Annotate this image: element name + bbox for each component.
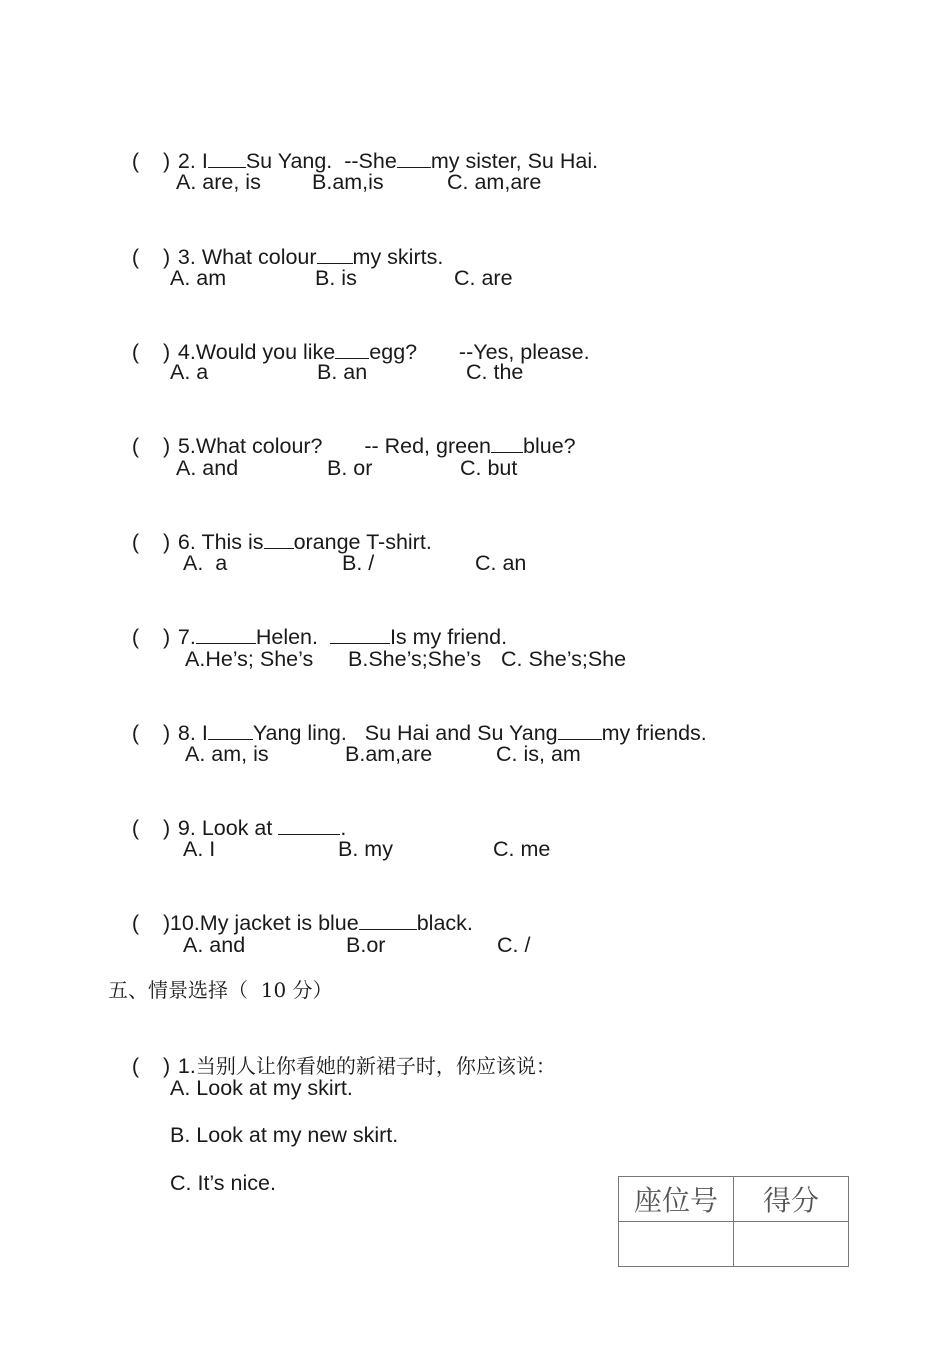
question-number: 7. <box>177 625 196 649</box>
question-number: 10. <box>169 911 200 935</box>
option-b[interactable]: B.or <box>346 933 386 957</box>
question-text: Yang ling. Su Hai and Su Yang <box>252 721 558 745</box>
question-text: What colour <box>201 245 317 269</box>
section-5-title: 五、情景选择（ 10 分） <box>108 978 333 1002</box>
options-2 <box>0 169 900 195</box>
option-c[interactable]: C. an <box>475 551 527 575</box>
score-cell[interactable] <box>734 1222 849 1267</box>
answer-paren[interactable]: ( ) <box>131 1054 171 1078</box>
question-text: egg? --Yes, please. <box>369 340 590 364</box>
option-b[interactable]: B. Look at my new skirt. <box>170 1123 399 1147</box>
question-text: What colour? -- Red, green <box>195 434 491 458</box>
answer-paren[interactable]: ( ) <box>131 245 171 269</box>
answer-paren[interactable]: ( ) <box>131 721 171 745</box>
question-number: 4. <box>177 340 196 364</box>
option-b[interactable]: B. my <box>338 837 393 861</box>
question-number: 2. <box>177 149 196 173</box>
answer-blank[interactable] <box>264 530 294 549</box>
seat-number-cell[interactable] <box>619 1222 734 1267</box>
option-a[interactable]: A. Look at my skirt. <box>170 1076 353 1100</box>
answer-paren[interactable]: ( ) <box>131 530 171 554</box>
option-c[interactable]: C. is, am <box>496 742 581 766</box>
question-text: Would you like <box>195 340 336 364</box>
question-text: I <box>201 721 208 745</box>
option-b[interactable]: B. is <box>315 266 357 290</box>
answer-blank[interactable] <box>335 340 369 359</box>
answer-blank[interactable] <box>558 721 602 740</box>
options-8 <box>0 741 900 767</box>
option-b[interactable]: B.She’s;She’s <box>348 647 482 671</box>
answer-blank[interactable] <box>397 149 431 168</box>
options-4 <box>0 359 900 385</box>
question-text: Look at <box>201 816 279 840</box>
answer-blank[interactable] <box>317 245 353 264</box>
option-a[interactable]: A. am <box>170 266 227 290</box>
question-text: Su Yang. --She <box>245 149 397 173</box>
answer-blank[interactable] <box>359 911 417 930</box>
option-b[interactable]: B.am,is <box>312 170 384 194</box>
answer-paren[interactable]: ( ) <box>131 149 171 173</box>
answer-paren[interactable]: ( ) <box>131 625 171 649</box>
answer-blank[interactable] <box>491 434 523 453</box>
option-a[interactable]: A. are, is <box>176 170 261 194</box>
option-c[interactable]: C. but <box>460 456 518 480</box>
answer-blank[interactable] <box>208 721 253 740</box>
option-b[interactable]: B. an <box>317 360 368 384</box>
question-text: 当别人让你看她的新裙子时，你应该说： <box>195 1054 556 1078</box>
question-number: 5. <box>177 434 196 458</box>
option-a[interactable]: A. am, is <box>185 742 269 766</box>
question-text: my sister, Su Hai. <box>430 149 599 173</box>
score-label: 得分 <box>734 1177 849 1222</box>
option-a[interactable]: A.He’s; She’s <box>185 647 314 671</box>
answer-paren[interactable]: ( ) <box>131 911 171 935</box>
question-text: This is <box>201 530 264 554</box>
score-box <box>618 1176 849 1267</box>
option-a[interactable]: A. I <box>183 837 216 861</box>
question-text: Helen. <box>255 625 330 649</box>
option-c[interactable]: C. am,are <box>447 170 542 194</box>
question-text: I <box>201 149 208 173</box>
answer-paren[interactable]: ( ) <box>131 340 171 364</box>
answer-blank[interactable] <box>330 625 390 644</box>
option-c[interactable]: C. me <box>493 837 551 861</box>
option-b[interactable]: B. or <box>327 456 373 480</box>
options-3 <box>0 265 900 291</box>
question-number: 6. <box>177 530 196 554</box>
options-6 <box>0 550 900 576</box>
option-c[interactable]: C. / <box>497 933 531 957</box>
option-a[interactable]: A. and <box>183 933 246 957</box>
question-text: my friends. <box>601 721 707 745</box>
options-5 <box>0 455 900 481</box>
option-a[interactable]: A. a <box>170 360 209 384</box>
option-c[interactable]: C. are <box>454 266 513 290</box>
option-c[interactable]: C. the <box>466 360 524 384</box>
question-text: blue? <box>523 434 576 458</box>
answer-blank[interactable] <box>196 625 256 644</box>
question-number: 9. <box>177 816 196 840</box>
question-number: 1. <box>177 1054 196 1078</box>
answer-paren[interactable]: ( ) <box>131 434 171 458</box>
option-b[interactable]: B.am,are <box>345 742 433 766</box>
answer-paren[interactable]: ( ) <box>131 816 171 840</box>
options-7 <box>0 646 900 672</box>
question-text: black. <box>416 911 473 935</box>
question-text: My jacket is blue <box>199 911 359 935</box>
option-c[interactable]: C. It’s nice. <box>170 1171 276 1195</box>
answer-blank[interactable] <box>278 816 340 835</box>
option-c[interactable]: C. She’s;She <box>501 647 627 671</box>
question-text: . <box>340 816 347 840</box>
question-text: my skirts. <box>352 245 444 269</box>
answer-blank[interactable] <box>208 149 246 168</box>
option-a[interactable]: A. and <box>176 456 239 480</box>
option-a[interactable]: A. a <box>183 551 228 575</box>
question-text: orange T-shirt. <box>293 530 432 554</box>
question-text: Is my friend. <box>389 625 508 649</box>
question-number: 8. <box>177 721 196 745</box>
question-number: 3. <box>177 245 196 269</box>
option-b[interactable]: B. / <box>342 551 375 575</box>
options-10 <box>0 932 900 958</box>
seat-number-label: 座位号 <box>619 1177 734 1222</box>
options-9 <box>0 836 900 862</box>
